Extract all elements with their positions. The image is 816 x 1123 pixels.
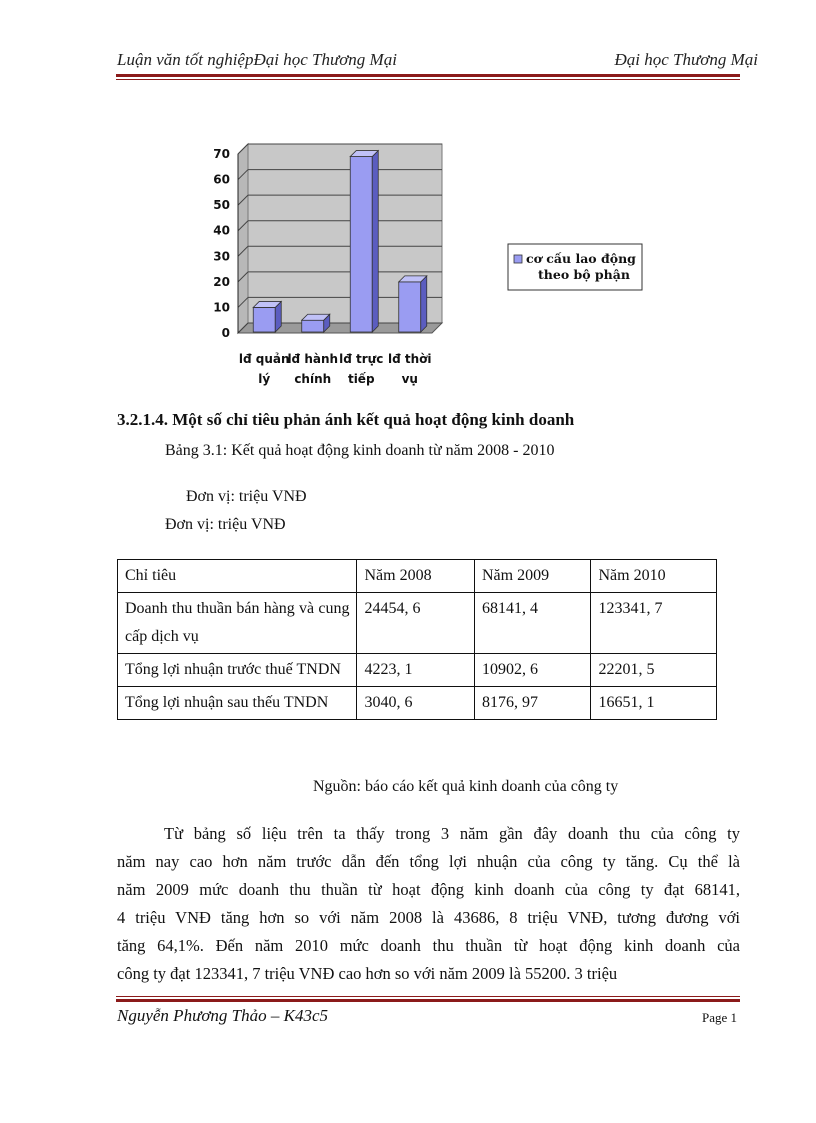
paragraph-line: năm nay cao hơn năm trước dẫn đến tổng lợi nhuận của công ty tăng. Cụ thể là [117, 852, 740, 871]
footer-rule-thick [116, 999, 740, 1002]
table-caption: Bảng 3.1: Kết quả hoạt động kinh doanh từ năm 2008 - 2010 [165, 442, 555, 459]
table-cell: 24454, 6 [357, 593, 475, 654]
y-tick-label: 10 [213, 300, 230, 315]
header-left: Luận văn tốt nghiệpĐại học Thương Mại [117, 50, 397, 69]
header-rule-thin [116, 79, 740, 80]
y-tick-label: 40 [213, 223, 230, 238]
x-tick-label: tiếp [347, 372, 375, 386]
table-cell: Tổng lợi nhuận sau thếu TNDN [118, 687, 357, 720]
table-cell: 4223, 1 [357, 654, 475, 687]
table-row [118, 687, 717, 720]
header-right: Đại học Thương Mại [614, 50, 758, 69]
bar [350, 157, 372, 332]
unit-label-2: Đơn vị: triệu VNĐ [165, 516, 286, 533]
table-cell: 10902, 6 [474, 654, 591, 687]
paragraph-line: 4 triệu VNĐ tăng hơn so với năm 2008 là 43686, 8 triệu VNĐ, tương đương với [117, 908, 740, 927]
unit-label-1: Đơn vị: triệu VNĐ [186, 488, 307, 505]
bar [253, 307, 275, 332]
legend-swatch [514, 255, 522, 263]
table-cell: 8176, 97 [474, 687, 591, 720]
paragraph-line: tăng 64,1%. Đến năm 2010 mức doanh thu thuần từ hoạt động kinh doanh của [117, 936, 740, 955]
x-tick-label: lđ trực [339, 352, 384, 366]
table-header-cell: Chỉ tiêu [118, 560, 357, 593]
paragraph-line: năm 2009 mức doanh thu thuần từ hoạt động kinh doanh của công ty đạt 68141, [117, 880, 740, 899]
bar-side [421, 276, 427, 332]
table-cell: 123341, 7 [591, 593, 717, 654]
legend-label: cơ cấu lao động [526, 251, 636, 266]
paragraph-line: Từ bảng số liệu trên ta thấy trong 3 năm gần đây doanh thu của công ty [164, 824, 740, 843]
y-tick-label: 0 [221, 326, 230, 340]
header-rule-thick [116, 74, 740, 77]
body-paragraph [117, 820, 740, 988]
paragraph-line: công ty đạt 123341, 7 triệu VNĐ cao hơn so với năm 2009 là 55200. 3 triệu [117, 964, 618, 983]
table-cell: Doanh thu thuần bán hàng và cung cấp dịch vụ [118, 593, 357, 654]
footer-author: Nguyễn Phương Thảo – K43c5 [117, 1006, 328, 1025]
bar [399, 282, 421, 332]
table-row [118, 654, 717, 687]
footer-rule-thin [116, 996, 740, 997]
results-table [117, 559, 717, 720]
legend-label: theo bộ phận [538, 267, 630, 282]
y-tick-label: 70 [213, 147, 230, 161]
x-tick-label: lđ hành [287, 352, 339, 366]
x-tick-label: lđ quản [238, 352, 290, 366]
table-cell: 3040, 6 [357, 687, 475, 720]
x-tick-label: lđ thời [387, 352, 432, 366]
x-tick-label: vụ [401, 372, 418, 386]
bar-side [372, 151, 378, 332]
table-header-cell: Năm 2008 [357, 560, 475, 593]
page-number: Page 1 [701, 1010, 737, 1025]
bar [302, 320, 324, 332]
y-tick-label: 60 [213, 172, 230, 187]
x-tick-label: chính [294, 372, 332, 386]
table-header-cell: Năm 2009 [474, 560, 591, 593]
table-source: Nguồn: báo cáo kết quả kinh doanh của công ty [313, 778, 619, 795]
y-tick-label: 50 [213, 198, 230, 213]
table-cell: 22201, 5 [591, 654, 717, 687]
labor-structure-chart [196, 140, 666, 390]
table-cell: 16651, 1 [591, 687, 717, 720]
x-tick-label: lý [258, 372, 271, 386]
table-header-cell: Năm 2010 [591, 560, 717, 593]
table-header-row [118, 560, 717, 593]
table-cell: 68141, 4 [474, 593, 591, 654]
section-title: 3.2.1.4. Một số chỉ tiêu phản ánh kết quả hoạt động kinh doanh [117, 410, 575, 429]
y-tick-label: 30 [213, 249, 230, 264]
table-row [118, 593, 717, 654]
chart-side-wall [238, 144, 248, 333]
y-tick-label: 20 [213, 274, 230, 289]
table-cell: Tổng lợi nhuận trước thuế TNDN [118, 654, 357, 687]
